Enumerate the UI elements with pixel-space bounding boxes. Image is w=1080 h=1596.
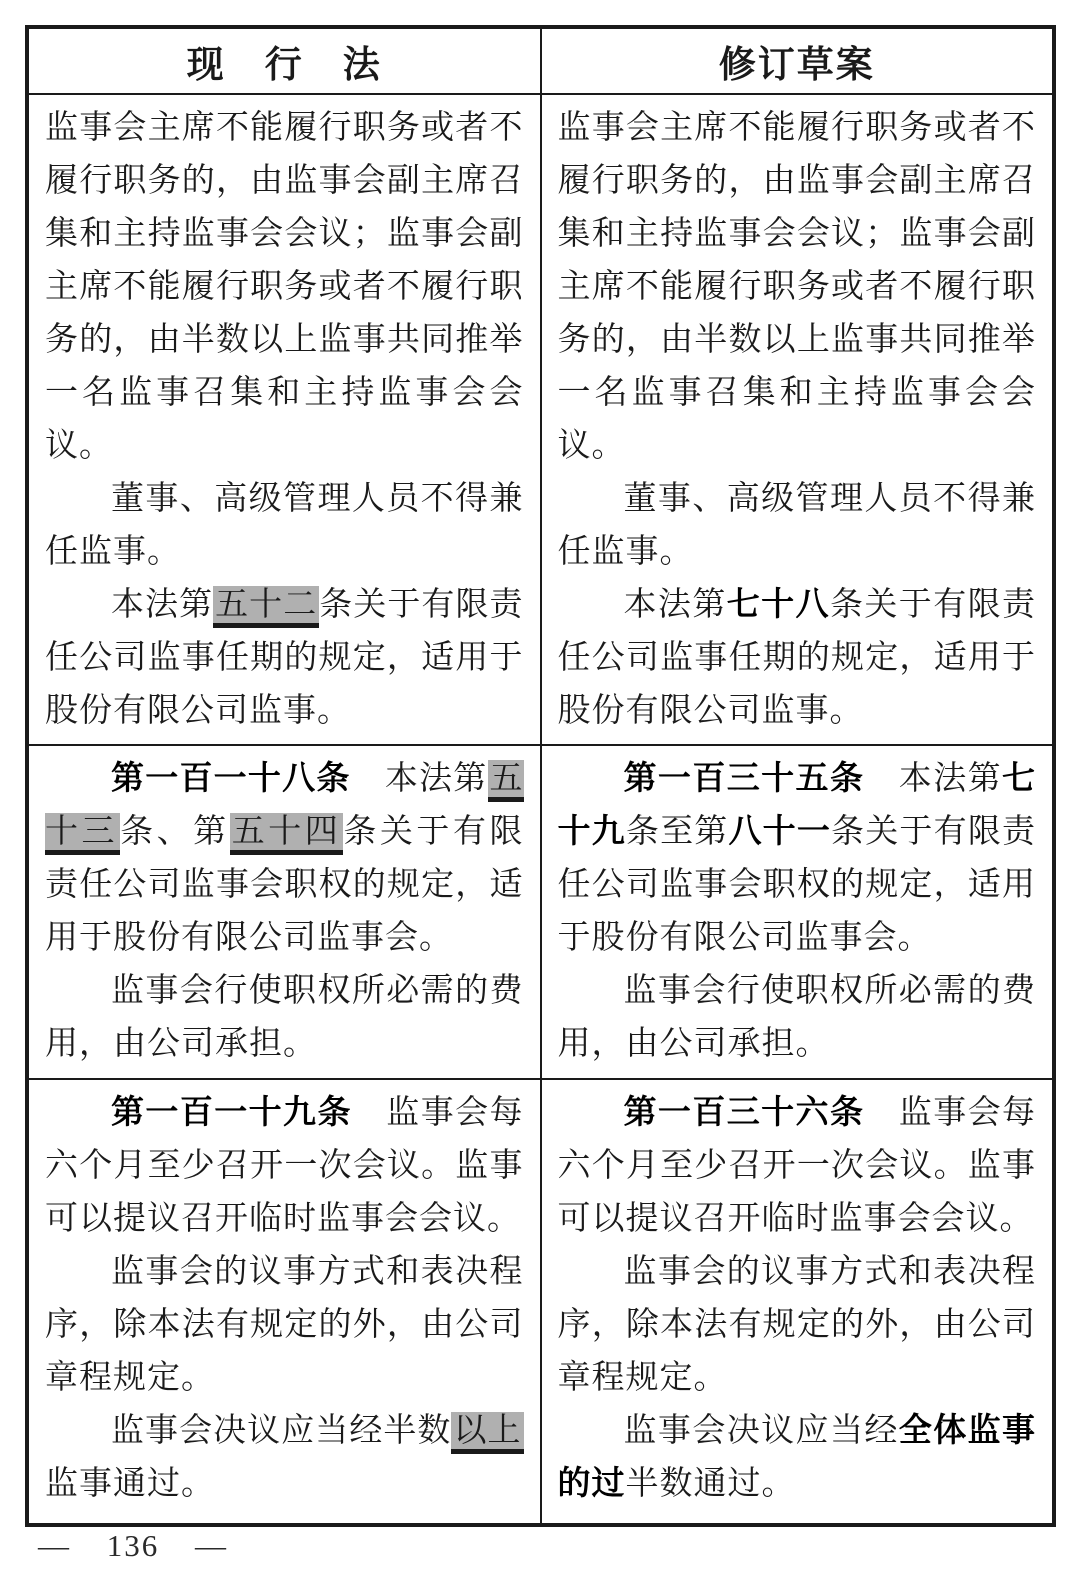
bold-text: 八十一: [728, 814, 832, 850]
highlighted-text: 五十四: [230, 813, 344, 855]
text-run: 监事会决议应当经半数: [111, 1413, 452, 1449]
paragraph: [558, 1087, 1037, 1246]
text-run: 条关于有限责任公司监事任期的规定，适用于股份有限公司监事。: [45, 587, 524, 729]
paragraph: [558, 1405, 1037, 1511]
header-revision-draft: 修订草案: [541, 27, 1055, 94]
paragraph: [45, 1405, 524, 1511]
paragraph: [45, 579, 524, 738]
table-header: [27, 27, 1054, 94]
bold-text: 第一百一十八条: [111, 761, 351, 797]
cell-left: [27, 1079, 541, 1525]
header-current-law: 现 行 法: [27, 27, 541, 94]
text-run: 董事、高级管理人员不得兼任监事。: [45, 481, 524, 570]
cell-right: [541, 745, 1055, 1079]
text-run: 条关于有限责任公司监事会职权的规定，适用于股份有限公司监事会。: [45, 814, 524, 956]
page-number: — 136 —: [38, 1528, 228, 1563]
law-comparison-table: [25, 25, 1056, 1527]
bold-text: 全体监事的过: [557, 1413, 1037, 1502]
text-run: 监事会每六个月至少召开一次会议。监事可以提议召开临时监事会会议。: [45, 1095, 524, 1237]
bold-text: 第一百一十九条: [111, 1095, 352, 1131]
table-row: [27, 94, 1054, 745]
cell-left: [27, 745, 541, 1079]
text-run: 条关于有限责任公司监事会职权的规定，适用于股份有限公司监事会。: [557, 814, 1037, 956]
text-run: 监事会主席不能履行职务或者不履行职务的，由监事会副主席召集和主持监事会会议；监事会副主席不能履行职务或者不履行职务的，由半数以上监事共同推举一名监事召集和主持监事会会议。: [45, 110, 524, 464]
text-run: 条至第: [625, 814, 729, 850]
cell-right: [541, 1079, 1055, 1525]
text-run: 监事会决议应当经: [623, 1413, 899, 1449]
highlighted-text: 五十三: [45, 760, 524, 855]
text-run: 监事会主席不能履行职务或者不履行职务的，由监事会副主席召集和主持监事会会议；监事会副主席不能履行职务或者不履行职务的，由半数以上监事共同推举一名监事召集和主持监事会会议。: [557, 110, 1036, 464]
paragraph: [45, 965, 524, 1071]
paragraph: [558, 753, 1037, 965]
paragraph: [45, 473, 524, 579]
text-run: 监事会的议事方式和表决程序，除本法有规定的外，由公司章程规定。: [45, 1254, 524, 1396]
bold-text: 第一百三十六条: [623, 1095, 865, 1131]
highlighted-text: 以上: [451, 1412, 523, 1454]
paragraph: [558, 1246, 1037, 1405]
paragraph: [558, 965, 1037, 1071]
text-run: 条关于有限责任公司监事任期的规定，适用于股份有限公司监事。: [557, 587, 1037, 729]
bold-text: 第一百三十五条: [623, 761, 865, 797]
header-row: [27, 27, 1054, 94]
highlighted-text: 五十二: [213, 586, 319, 628]
cell-left: [27, 94, 541, 745]
bold-text: 七十八: [726, 587, 830, 623]
paragraph: [45, 1246, 524, 1405]
paragraph: [45, 753, 524, 965]
text-run: 董事、高级管理人员不得兼任监事。: [557, 481, 1036, 570]
comparison-table-body: [27, 94, 1054, 1525]
text-run: 本法第: [623, 587, 727, 623]
paragraph: [45, 1087, 524, 1246]
text-run: 监事会行使职权所必需的费用，由公司承担。: [45, 973, 524, 1062]
text-run: 条、第: [120, 814, 230, 850]
text-run: 监事会每六个月至少召开一次会议。监事可以提议召开临时监事会会议。: [557, 1095, 1037, 1237]
paragraph: [558, 473, 1037, 579]
paragraph: [45, 102, 524, 473]
text-run: 监事通过。: [45, 1466, 215, 1502]
text-run: 半数通过。: [625, 1466, 796, 1502]
text-run: 监事会行使职权所必需的费用，由公司承担。: [557, 973, 1036, 1062]
paragraph: [558, 579, 1037, 738]
table-row: [27, 745, 1054, 1079]
text-run: 监事会的议事方式和表决程序，除本法有规定的外，由公司章程规定。: [557, 1254, 1036, 1396]
paragraph: [558, 102, 1037, 473]
text-run: 本法第: [864, 761, 1003, 797]
bold-text: 七十九: [557, 761, 1037, 850]
text-run: 本法第: [350, 761, 488, 797]
text-run: 本法第: [111, 587, 214, 623]
table-row: [27, 1079, 1054, 1525]
cell-right: [541, 94, 1055, 745]
